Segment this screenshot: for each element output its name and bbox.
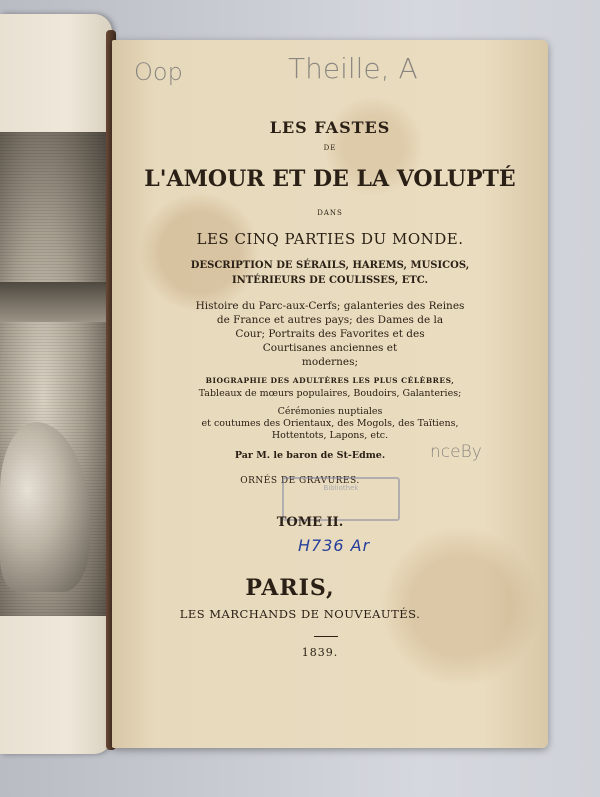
engraving-drapery <box>0 282 108 322</box>
frontispiece-engraving <box>0 132 109 616</box>
title-cinq-parties: LES CINQ PARTIES DU MONDE. <box>196 230 464 248</box>
author-line: Par M. le baron de St-Edme. <box>234 450 386 461</box>
title-dans: DANS <box>317 209 343 217</box>
imprint-publisher: LES MARCHANDS DE NOUVEAUTÉS. <box>179 607 421 621</box>
ornes-line: ORNÉS DE GRAVURES. <box>240 476 360 486</box>
cer-line-2: et coutumes des Orientaux, des Mogols, des Taïtiens, <box>201 418 459 429</box>
title-main: L'AMOUR ET DE LA VOLUPTÉ <box>144 166 516 192</box>
hist-line-5: modernes; <box>301 356 359 368</box>
shelfmark-ink: H736 Ar <box>298 536 371 555</box>
cer-line-1: Cérémonies nuptiales <box>277 406 383 417</box>
hist-line-4: Courtisanes anciennes et <box>262 342 398 354</box>
bio-line-1: BIOGRAPHIE DES ADULTÈRES LES PLUS CÉLÈBRES, <box>205 376 455 385</box>
pencil-note-left: Oop <box>134 58 183 86</box>
imprint-year: 1839. <box>301 646 339 659</box>
cer-line-3: Hottentots, Lapons, etc. <box>271 430 389 441</box>
left-page <box>0 14 112 754</box>
pencil-note-author: Theille, A <box>288 52 418 85</box>
imprint-city: PARIS, <box>245 575 335 601</box>
hist-line-1: Histoire du Parc-aux-Cerfs; galanteries des Reines <box>195 300 465 312</box>
tome-line: TOME II. <box>276 515 344 530</box>
pencil-note-author-suffix: nceBy <box>430 442 482 462</box>
desc-line-1: DESCRIPTION DE SÉRAILS, HAREMS, MUSICOS, <box>190 260 470 271</box>
desc-line-2: INTÉRIEURS DE COULISSES, ETC. <box>231 275 429 286</box>
title-page <box>112 40 548 748</box>
bio-line-2: Tableaux de mœurs populaires, Boudoirs, Galanteries; <box>198 388 462 399</box>
hist-line-3: Cour; Portraits des Favorites et des <box>235 328 425 340</box>
hist-line-2: de France et autres pays; des Dames de la <box>216 314 444 326</box>
imprint-rule <box>314 636 338 637</box>
title-les-fastes: LES FASTES <box>269 118 391 137</box>
engraving-figure <box>0 422 90 592</box>
library-stamp-text: Bibliothek <box>323 484 359 492</box>
title-de: DE <box>323 144 337 152</box>
